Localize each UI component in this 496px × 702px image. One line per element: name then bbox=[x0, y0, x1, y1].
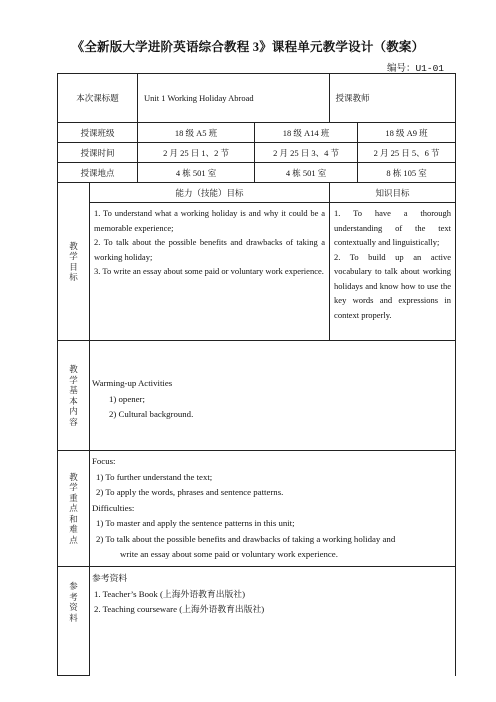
place-label: 授课地点 bbox=[58, 163, 138, 183]
warmup-item: 1) opener; bbox=[109, 393, 145, 404]
focus-item: 1) To further understand the text; bbox=[96, 471, 213, 482]
time-value-3: 2 月 25 日 5、6 节 bbox=[358, 143, 456, 163]
knowledge-goal-item: 2. To build up an active vocabulary to talk about working holidays and know how to use the key words and expressions in context properly. bbox=[334, 251, 452, 320]
time-value-1: 2 月 25 日 1、2 节 bbox=[138, 143, 255, 163]
ability-goal-item: 2. To talk about the possible benefits and drawbacks of taking a working holiday; bbox=[94, 237, 326, 262]
page-title: 《全新版大学进阶英语综合教程 3》课程单元教学设计（教案） bbox=[71, 40, 425, 54]
time-value-2: 2 月 25 日 3、4 节 bbox=[255, 143, 358, 163]
time-label: 授课时间 bbox=[58, 143, 138, 163]
teacher-label: 授课教师 bbox=[335, 93, 370, 103]
references-row bbox=[58, 567, 456, 676]
place-value-1: 4 栋 501 室 bbox=[138, 163, 255, 183]
lesson-plan-table bbox=[57, 73, 456, 676]
references-heading: 参考资料 bbox=[92, 573, 128, 583]
class-row bbox=[58, 123, 456, 143]
class-value-1: 18 级 A5 班 bbox=[138, 123, 255, 143]
time-row bbox=[58, 143, 456, 163]
reference-item: 2. Teaching courseware (上海外语教育出版社) bbox=[94, 604, 265, 614]
references-side-label: 参 考 资 料 bbox=[58, 567, 90, 676]
focus-item: 2) To apply the words, phrases and sentence patterns. bbox=[96, 487, 284, 498]
basic-content-side-label: 教 学 基 本 内 容 bbox=[58, 341, 90, 451]
warmup-item: 2) Cultural background. bbox=[109, 409, 194, 420]
difficulty-item: 1) To master and apply the sentence patterns in this unit; bbox=[96, 518, 295, 529]
document-code: 编号：U1-01 bbox=[386, 63, 444, 74]
difficulty-item: 2) To talk about the possible benefits and drawbacks of taking a working holiday and bbox=[96, 533, 396, 544]
difficulty-item-continued: write an essay about some paid or voluntary work experience. bbox=[120, 549, 338, 560]
place-value-2: 4 栋 501 室 bbox=[255, 163, 358, 183]
key-points-side-label: 教 学 重 点 和 难 点 bbox=[58, 451, 90, 567]
lesson-title-row bbox=[58, 74, 456, 123]
difficulty-heading: Difficulties: bbox=[92, 502, 135, 513]
focus-heading: Focus: bbox=[92, 456, 116, 467]
ability-goals-header: 能力（技能）目标 bbox=[90, 183, 330, 203]
warmup-heading: Warming-up Activities bbox=[92, 378, 173, 389]
class-value-3: 18 级 A9 班 bbox=[358, 123, 456, 143]
ability-goal-item: 1. To understand what a working holiday is and why it could be a memorable experience; bbox=[94, 208, 326, 233]
key-points-row bbox=[58, 451, 456, 567]
place-value-3: 8 栋 105 室 bbox=[358, 163, 456, 183]
knowledge-goals-list bbox=[330, 203, 456, 341]
knowledge-goals-header: 知识目标 bbox=[330, 183, 456, 203]
basic-content-body bbox=[90, 341, 456, 451]
goals-side-label: 教 学 目 标 bbox=[58, 183, 90, 341]
lesson-title-value: Unit 1 Working Holiday Abroad bbox=[138, 74, 330, 123]
basic-content-row bbox=[58, 341, 456, 451]
place-row bbox=[58, 163, 456, 183]
class-label: 授课班级 bbox=[58, 123, 138, 143]
ability-goal-item: 3. To write an essay about some paid or voluntary work experience. bbox=[94, 266, 324, 276]
teacher-cell bbox=[335, 74, 456, 123]
ability-goals-list bbox=[90, 203, 330, 341]
goals-header-row bbox=[58, 183, 456, 203]
lesson-title-label: 本次课标题 bbox=[58, 74, 138, 123]
reference-item: 1. Teacher’s Book (上海外语教育出版社) bbox=[94, 588, 246, 599]
references-body bbox=[90, 567, 456, 676]
goals-content-row bbox=[58, 203, 456, 341]
key-points-body bbox=[90, 451, 456, 567]
class-value-2: 18 级 A14 班 bbox=[255, 123, 358, 143]
knowledge-goal-item: 1. To have a thorough understanding of the text contextually and linguistically; bbox=[334, 208, 452, 247]
